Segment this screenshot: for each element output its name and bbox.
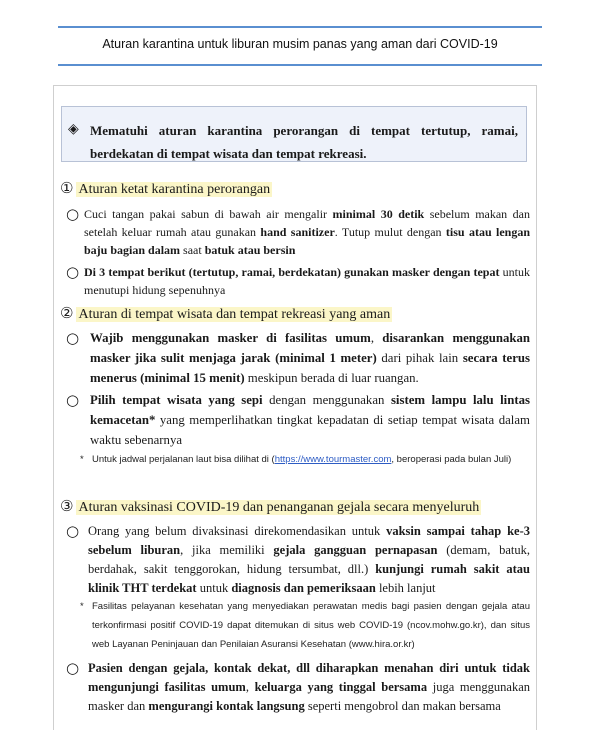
text-run: dengan menggunakan	[262, 393, 391, 407]
section-number: ③	[60, 497, 74, 515]
footnote-text: , beroperasi pada bulan Juli)	[391, 454, 512, 465]
list-item	[66, 390, 530, 450]
bold-run: Pilih tempat wisata yang sepi	[90, 393, 263, 407]
title-banner	[58, 26, 542, 66]
document-title: Aturan karantina untuk liburan musim panas yang aman dari COVID-19	[102, 37, 498, 51]
list-item	[66, 659, 530, 716]
bold-run: gejala gangguan pernapasan	[273, 543, 438, 557]
bold-run: tisu atau lengan baju bagian dalam	[84, 225, 530, 257]
list-item	[66, 205, 530, 259]
section-label: Aturan vaksinasi COVID-19 dan penanganan gejala secara menyeluruh	[78, 500, 480, 515]
circle-bullet-icon: ○	[66, 329, 80, 347]
bold-run: vaksin sampai tahap ke-3 sebelum liburan	[88, 524, 530, 557]
text-run: ,	[245, 680, 255, 694]
text-run: juga menggunakan masker dan	[88, 680, 531, 713]
section-heading-1	[60, 179, 272, 199]
text-run: ,	[370, 331, 383, 345]
section-number: ①	[60, 179, 74, 197]
circle-bullet-icon: ○	[66, 391, 80, 409]
section-heading-3	[60, 497, 481, 517]
bold-run: batuk atau bersin	[204, 243, 296, 257]
text-run: , jika memiliki	[180, 543, 274, 557]
text-run: lebih lanjut	[375, 581, 436, 595]
bold-run: mengurangi kontak langsung	[148, 699, 305, 713]
item-text	[84, 205, 530, 259]
callout-text: Mematuhi aturan karantina perorangan di tempat tertutup, ramai, berdekatan di tempat wisata dan tempat rekreasi.	[90, 123, 518, 161]
footnote-marker: *	[80, 454, 84, 465]
item-text	[88, 659, 530, 716]
callout-box	[61, 106, 527, 162]
bold-run: Wajib menggunakan masker di fasilitas umum	[90, 331, 371, 345]
text-run: (demam, batuk, berdahak, sakit tenggorokan, hidung tersumbat, dll.)	[88, 543, 530, 576]
text-run: Orang yang belum divaksinasi direkomendasikan untuk	[88, 524, 387, 538]
item-text	[90, 390, 530, 450]
bold-run: sistem lampu lalu lintas kemacetan*	[90, 393, 530, 427]
text-run: meskipun berada di luar ruangan.	[244, 371, 419, 385]
bold-run: minimal 30 detik	[332, 207, 425, 221]
text-run: Cuci tangan pakai sabun di bawah air mengalir	[84, 207, 333, 221]
bold-run: disarankan menggunakan masker jika sulit menjaga jarak (minimal 1 meter)	[90, 331, 530, 365]
bold-run: secara terus menerus (minimal 15 menit)	[90, 351, 531, 385]
bold-run: keluarga yang tinggal bersama	[254, 680, 428, 694]
text-run: sebelum makan dan setelah keluar rumah atau gunakan	[84, 207, 531, 239]
tourmaster-link[interactable]: https://www.tourmaster.com	[274, 454, 392, 465]
circle-bullet-icon: ○	[66, 205, 80, 223]
text-run: . Tutup mulut dengan	[334, 225, 446, 239]
item-text	[90, 328, 530, 388]
item-text	[88, 522, 530, 598]
list-item	[66, 263, 530, 299]
footnote-text: Fasilitas pelayanan kesehatan yang menyediakan perawatan medis bagi pasien dengan gejala atau terkonfirmasi positif COVID-19 dapat ditemukan di situs web COVID-19 (ncov.mohw.go.kr), dan situs web Layanan Peninjauan dan Penilaian Asuransi Kesehatan (www.hira.or.kr)	[92, 601, 530, 650]
footnote	[80, 450, 530, 469]
text-run: dari pihak lain	[376, 351, 463, 365]
text-run: untuk menutupi hidung sepenuhnya	[84, 265, 530, 297]
bold-run: hand sanitizer	[260, 225, 335, 239]
list-item	[66, 328, 530, 388]
circle-bullet-icon: ○	[66, 263, 80, 281]
circle-bullet-icon: ○	[66, 659, 80, 677]
bold-run: Di 3 tempat berikut (tertutup, ramai, berdekatan) gunakan masker dengan tepat	[84, 265, 500, 279]
bold-run: Pasien dengan gejala, kontak dekat, dll diharapkan menahan diri untuk tidak mengunjungi fasilitas umum	[88, 661, 530, 694]
text-run: yang memperlihatkan tingkat kepadatan di setiap tempat wisata dalam waktu sebenarnya	[90, 413, 530, 447]
text-run: seperti mengobrol dan makan bersama	[304, 699, 501, 713]
circle-bullet-icon: ○	[66, 522, 80, 540]
item-text	[84, 263, 530, 299]
footnote	[80, 597, 530, 654]
section-label: Aturan di tempat wisata dan tempat rekreasi yang aman	[78, 307, 391, 322]
bold-run: kunjungi rumah sakit atau klinik THT terdekat	[88, 562, 530, 595]
section-number: ②	[60, 304, 74, 322]
text-run: untuk	[196, 581, 232, 595]
footnote-marker: *	[80, 601, 84, 612]
text-run: saat	[180, 243, 205, 257]
footnote-text: Untuk jadwal perjalanan laut bisa dilihat di (	[92, 454, 275, 465]
list-item	[66, 522, 530, 598]
diamond-icon: ◈	[68, 121, 79, 137]
section-heading-2	[60, 304, 392, 324]
bold-run: diagnosis dan pemeriksaan	[231, 581, 376, 595]
section-label: Aturan ketat karantina perorangan	[78, 182, 271, 197]
